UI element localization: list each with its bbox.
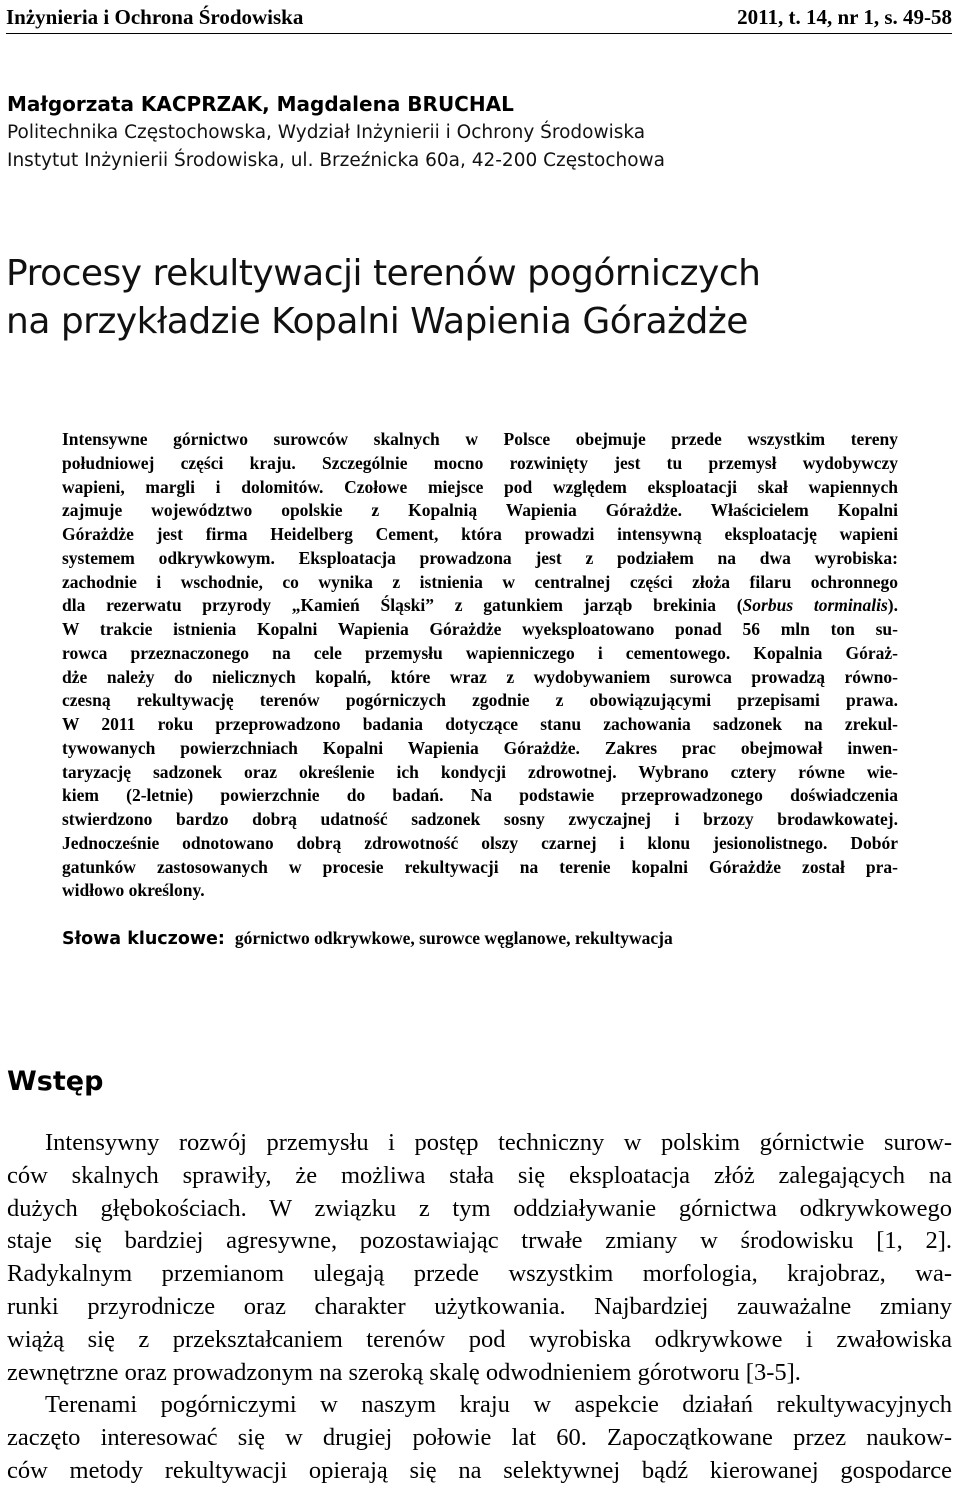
abstract-line: gatunków zastosowanych w procesie rekultywacji na terenie kopalni Górażdże został pra- <box>62 856 898 877</box>
body-line: ców skalnych sprawiły, że możliwa stała się eksploatacja złóż zalegających na <box>7 1161 952 1189</box>
abstract-line: wapieni, margli i dolomitów. Czołowe miejsce pod względem eksploatacji skał wapiennych <box>62 476 898 497</box>
abstract-line: rowca przeznaczonego na cele przemysłu wapienniczego i cementowego. Kopalnia Góraż- <box>62 642 898 663</box>
abstract-line: Jednocześnie odnotowano dobrą zdrowotność olszy czarnej i klonu jesionolistnego. Dobór <box>62 832 898 853</box>
abstract-line: stwierdzono bardzo dobrą udatność sadzonek sosny zwyczajnej i brzozy brodawkowatej. <box>62 809 898 829</box>
abstract-text: ). <box>887 595 898 616</box>
body-line: dużych głębokościach. W związku z tym oddziaływanie górnictwa odkrywkowego <box>7 1194 952 1222</box>
affiliation-line-1: Politechnika Częstochowska, Wydział Inżynierii i Ochrony Środowiska <box>7 122 646 143</box>
abstract-line: W trakcie istnienia Kopalni Wapienia Górażdże wyeksploatowano ponad 56 mln ton su- <box>62 619 898 639</box>
journal-name: Inżynieria i Ochrona Środowiska <box>6 5 304 29</box>
body-line: wiążą się z przekształcaniem terenów pod wyrobiska odkrywkowe i zwałowiska <box>7 1325 952 1353</box>
abstract-text: dla rezerwatu przyrody „Kamień Śląski” z gatunkiem jarząb brekinia ( <box>62 595 743 616</box>
abstract-line: czesną rekultywację terenów pogórniczych zgodnie z obowiązującymi przepisami prawa. <box>62 690 898 711</box>
body-line: Terenami pogórniczymi w naszym kraju w aspekcie działań rekultywacyjnych <box>45 1391 952 1419</box>
body-line: staje się bardziej agresywne, pozostawiając trwałe zmiany w środowisku [1, 2]. <box>7 1227 952 1255</box>
abstract-line: południowej części kraju. Szczególnie mocno rozwinięty jest tu przemysł wydobywczy <box>62 452 898 473</box>
abstract-line: systemem odkrywkowym. Eksploatacja prowadzona jest z podziałem na dwa wyrobiska: <box>62 547 898 568</box>
article-title-line-2: na przykładzie Kopalni Wapienia Górażdże <box>6 301 748 342</box>
abstract-line: Górażdże jest firma Heidelberg Cement, która prowadzi intensywną eksploatację wapieni <box>62 524 898 544</box>
body-line: Radykalnym przemianom ulegają przede wszystkim morfologia, krajobraz, wa- <box>7 1260 952 1288</box>
abstract-line-species <box>62 594 898 618</box>
body-text <box>7 1127 952 1488</box>
keywords-label: Słowa kluczowe: <box>62 929 225 949</box>
affiliation-line-2: Instytut Inżynierii Środowiska, ul. Brzeźnicka 60a, 42-200 Częstochowa <box>7 150 666 171</box>
body-line: ców metody rekultywacji opierają się na selektywnej bądź kierowanej gospodarce <box>7 1456 952 1484</box>
species-name: Sorbus torminalis <box>742 595 888 616</box>
abstract-line: tywowanych powierzchniach Kopalni Wapienia Górażdże. Zakres prac obejmował inwen- <box>62 737 898 758</box>
body-line: zewnętrzne oraz prowadzonym na szeroką skalę odwodnieniem górotworu [3-5]. <box>7 1358 801 1386</box>
citation-info: 2011, t. 14, nr 1, s. 49-58 <box>737 5 952 29</box>
body-line: runki przyrodnicze oraz charakter użytkowania. Najbardziej zauważalne zmiany <box>7 1292 952 1320</box>
keywords-text: górnictwo odkrywkowe, surowce węglanowe, rekultywacja <box>234 928 673 948</box>
article-title-line-1: Procesy rekultywacji terenów pogórniczych <box>6 253 761 294</box>
keywords <box>62 928 673 949</box>
abstract-line: dże należy do nielicznych kopalń, które wraz z wydobywaniem surowca prowadzą równo- <box>62 666 898 687</box>
running-header <box>6 2 952 32</box>
abstract-line: kiem (2-letnie) powierzchnie do badań. Na podstawie przeprowadzonego doświadczenia <box>62 785 898 806</box>
abstract-line: widłowo określony. <box>62 880 205 901</box>
body-line: zaczęto interesować się w drugiej połowie lat 60. Zapoczątkowane przez naukow- <box>7 1424 952 1452</box>
body-line: Intensywny rozwój przemysłu i postęp techniczny w polskim górnictwie surow- <box>45 1129 952 1156</box>
abstract <box>62 428 898 903</box>
abstract-line: zajmuje województwo opolskie z Kopalnią Wapienia Górażdże. Właścicielem Kopalni <box>62 500 898 521</box>
abstract-line: W 2011 roku przeprowadzono badania dotyczące stanu zachowania sadzonek na zrekul- <box>62 714 898 734</box>
abstract-line: Intensywne górnictwo surowców skalnych w Polsce obejmuje przede wszystkim tereny <box>62 429 898 449</box>
section-heading: Wstęp <box>7 1066 104 1097</box>
authors: Małgorzata KACPRZAK, Magdalena BRUCHAL <box>7 92 514 116</box>
abstract-line: taryzację sadzonek oraz określenie ich kondycji zdrowotnej. Wybrano cztery równe wie- <box>62 761 898 782</box>
abstract-line: zachodnie i wschodnie, co wynika z istnienia w centralnej części złoża filaru ochronnego <box>62 571 898 592</box>
header-divider <box>6 33 952 34</box>
